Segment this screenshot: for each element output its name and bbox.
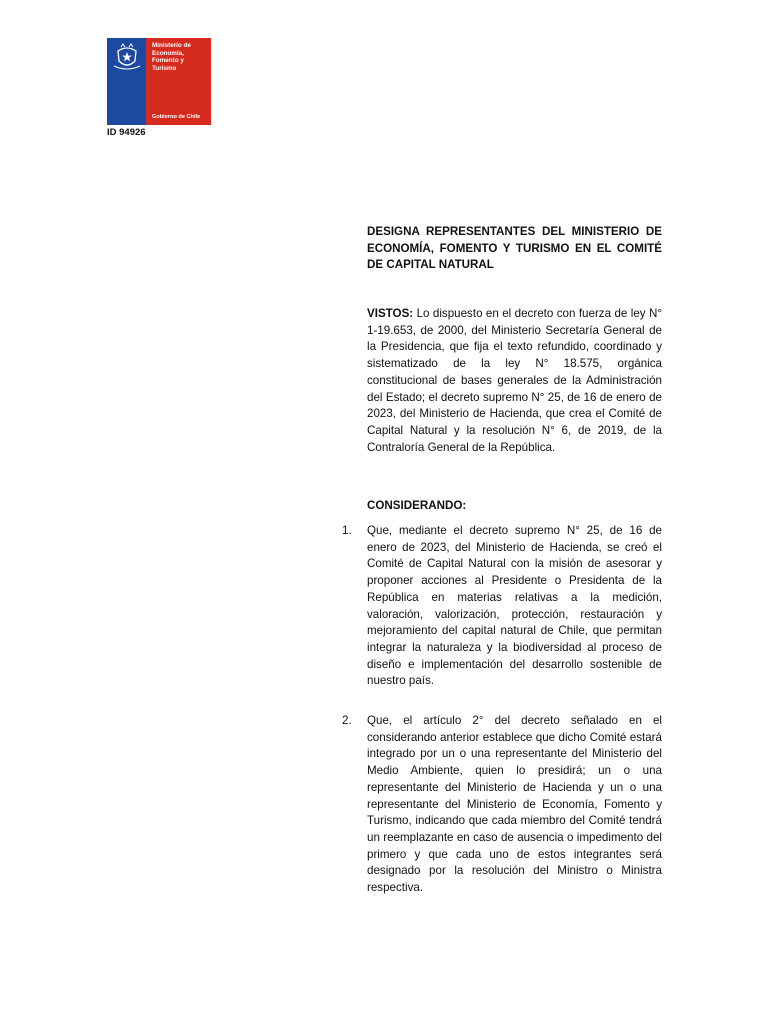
coat-of-arms-icon <box>112 42 142 72</box>
considerando-item-2: Que, el artículo 2° del decreto señalado en el considerando anterior establece que dicho Comité estará integrado por un o una representante del Ministerio del Medio Ambiente, quien lo presidirá; un o una representante del Ministerio de Hacienda y un o una representante del Ministerio de Economía, Fomento y Turismo, indicando que cada miembro del Comité tendrá un reemplazante en caso de ausencia o impedimento del primero y que cada uno de estos integrantes será designado por la resolución del Ministro o Ministra respectiva. <box>367 714 662 895</box>
considerando-heading: CONSIDERANDO: <box>367 499 467 512</box>
vistos-paragraph <box>367 306 662 456</box>
ministry-name <box>152 42 210 72</box>
vistos-label: VISTOS: <box>367 307 414 320</box>
ministry-name-line: Turismo <box>152 64 177 72</box>
logo-blue-field <box>107 38 146 125</box>
item-number: 2. <box>342 714 352 727</box>
ministry-name-line: Ministerio de <box>152 42 191 49</box>
ministry-name-line: Fomento y <box>152 57 184 64</box>
item-number: 1. <box>342 524 352 537</box>
ministry-logo <box>107 38 211 125</box>
ministry-name-line: Economía, <box>152 49 184 57</box>
document-id: ID 94926 <box>107 127 146 138</box>
document-title: DESIGNA REPRESENTANTES DEL MINISTERIO DE ECONOMÍA, FOMENTO Y TURISMO EN EL COMITÉ DE CAPITAL NATURAL <box>367 225 662 272</box>
vistos-text: Lo dispuesto en el decreto con fuerza de ley N° 1-19.653, de 2000, del Ministerio Secretaría General de la Presidencia, que fija el texto refundido, coordinado y sistematizado de la ley N° 18.575, orgánica constitucional de bases generales de la Administración del Estado; el decreto supremo N° 25, de 16 de enero de 2023, del Ministerio de Hacienda, que crea el Comité de Capital Natural y la resolución N° 6, de 2019, de la Contraloría General de la República. <box>367 307 662 454</box>
considerando-item-1: Que, mediante el decreto supremo N° 25, de 16 de enero de 2023, del Ministerio de Hacienda, se creó el Comité de Capital Natural con la misión de asesorar y proponer acciones al Presidente o Presidenta de la República en materias relativas a la medición, valoración, valorización, protección, restauración y mejoramiento del capital natural de Chile, que permitan integrar la naturaleza y la biodiversidad al proceso de diseño e implementación del desarrollo sostenible de nuestro país. <box>367 524 662 688</box>
gobierno-label: Gobierno de Chile <box>152 114 201 120</box>
